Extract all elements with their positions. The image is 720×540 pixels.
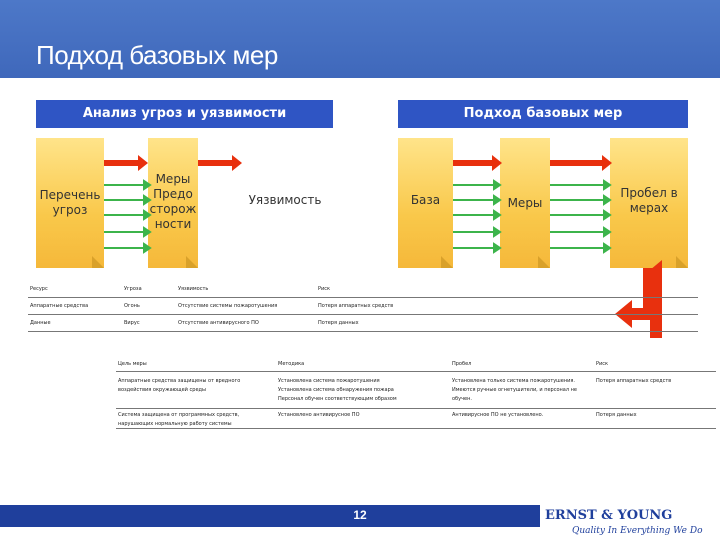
left-diagram-header: Анализ угроз и уязвимости xyxy=(36,100,333,128)
table1-cell: Потеря данных xyxy=(318,320,359,326)
bent-red-arrow xyxy=(615,260,662,338)
brand-tagline: Quality In Everything We Do xyxy=(572,526,703,536)
right-diagram-header: Подход базовых мер xyxy=(398,100,688,128)
page-title: Подход базовых мер xyxy=(36,40,278,70)
table2-header: Пробел xyxy=(452,361,472,367)
table2-header: Риск xyxy=(596,361,609,367)
table2-cell: Потеря данных xyxy=(596,412,637,418)
base-column-label: База xyxy=(410,193,441,207)
table1-header: Ресурс xyxy=(30,286,48,292)
table2-cell: Аппаратные средства защищены от вредного воздействия окружающей среды xyxy=(118,378,241,393)
gap-column-label: Пробел в мерах xyxy=(620,186,678,215)
table1-rule xyxy=(28,331,698,332)
table1-cell: Огонь xyxy=(124,303,140,309)
table2-cell: Установлена только система пожаротушения. Имеются ручные огнетушители, и персонал не обучен. xyxy=(452,378,577,402)
threats-column-label: Перечень угроз xyxy=(39,188,101,217)
table2-cell: Система защищена от программных средств, нарушающих нормальную работу системы xyxy=(118,412,240,427)
table1-rule xyxy=(28,297,698,298)
table1-cell: Отсутствие антивирусного ПО xyxy=(178,320,259,326)
table1-header: Риск xyxy=(318,286,331,292)
brand-logo: ERNST & YOUNG xyxy=(545,508,673,523)
table1-cell: Отсутствие системы пожаротушения xyxy=(178,303,278,309)
table1-cell: Данные xyxy=(30,320,51,326)
table1-header: Уязвимость xyxy=(178,286,209,292)
left-green-arrows xyxy=(104,181,150,252)
table2-rule xyxy=(116,371,716,372)
footer-bar xyxy=(0,505,540,527)
table2-cell: Антивирусное ПО не установлено. xyxy=(452,412,544,418)
table1-rule xyxy=(28,314,698,315)
measures-column-label: Меры Предо сторож ности xyxy=(149,172,197,231)
table2-header: Методика xyxy=(278,361,305,367)
slide-header xyxy=(0,0,720,78)
table1-cell: Вирус xyxy=(124,320,140,326)
table2-cell: Установлена система пожаротушения Установлена система обнаружения пожара Персонал обучен соответствующим образом xyxy=(278,378,397,402)
table1-header: Угроза xyxy=(124,286,142,292)
table1-cell: Аппаратные средства xyxy=(30,303,89,309)
table2-rule xyxy=(116,408,716,409)
table2-cell: Потеря аппаратных средств xyxy=(596,378,672,384)
page-number: 12 xyxy=(353,508,367,522)
table2-cell: Установлено антивирусное ПО xyxy=(278,412,360,418)
table1-cell: Потеря аппаратных средств xyxy=(318,303,394,309)
right-measures-column-label: Меры xyxy=(507,196,543,210)
table2-header: Цель меры xyxy=(118,361,147,367)
vulnerability-column-label: Уязвимость xyxy=(248,193,322,207)
